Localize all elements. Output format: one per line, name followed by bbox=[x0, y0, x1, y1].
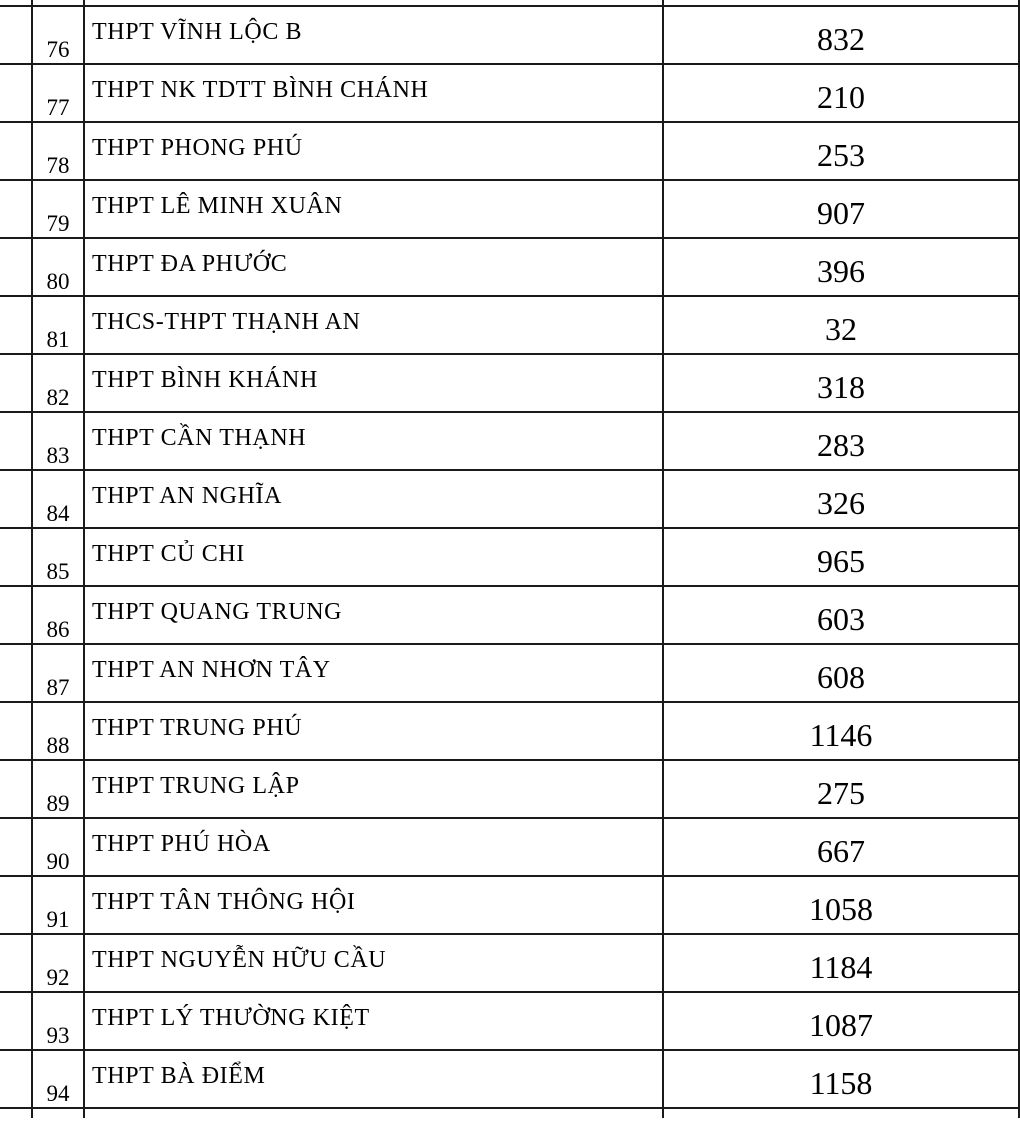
school-name: THPT CẦN THẠNH bbox=[92, 425, 307, 451]
table-row bbox=[0, 587, 1020, 645]
student-count: 603 bbox=[817, 601, 865, 637]
table-row bbox=[0, 7, 1020, 65]
table-row bbox=[0, 877, 1020, 935]
row-number: 92 bbox=[46, 965, 70, 990]
student-count: 832 bbox=[817, 21, 865, 57]
student-count: 965 bbox=[817, 543, 865, 579]
row-number: 84 bbox=[46, 501, 70, 526]
row-number: 93 bbox=[46, 1023, 70, 1048]
school-name: THPT CỦ CHI bbox=[92, 541, 245, 567]
row-number: 90 bbox=[46, 849, 70, 874]
row-container bbox=[0, 7, 1020, 1109]
row-number: 83 bbox=[46, 443, 70, 468]
student-count: 275 bbox=[817, 775, 865, 811]
student-count: 1158 bbox=[809, 1065, 873, 1101]
row-number: 79 bbox=[46, 211, 70, 236]
school-name: THPT ĐA PHƯỚC bbox=[92, 251, 288, 277]
row-number: 87 bbox=[46, 675, 70, 700]
row-number: 76 bbox=[46, 37, 70, 62]
student-count: 210 bbox=[817, 79, 865, 115]
school-name: THPT LÊ MINH XUÂN bbox=[92, 193, 343, 219]
grid-line-name bbox=[662, 0, 664, 1118]
row-number: 86 bbox=[46, 617, 70, 642]
student-count: 253 bbox=[817, 137, 865, 173]
row-number: 82 bbox=[46, 385, 70, 410]
table-row bbox=[0, 181, 1020, 239]
row-number: 77 bbox=[46, 95, 70, 120]
school-name: THPT BÀ ĐIỂM bbox=[92, 1063, 266, 1089]
row-number: 80 bbox=[46, 269, 70, 294]
row-number: 81 bbox=[46, 327, 70, 352]
grid-line-left bbox=[31, 0, 33, 1118]
school-name: THPT PHÚ HÒA bbox=[92, 831, 271, 857]
row-number: 88 bbox=[46, 733, 70, 758]
table-row bbox=[0, 819, 1020, 877]
student-count: 1058 bbox=[809, 891, 873, 927]
school-name: THPT TRUNG PHÚ bbox=[92, 715, 303, 741]
school-name: THPT LÝ THƯỜNG KIỆT bbox=[92, 1005, 370, 1031]
student-count: 326 bbox=[817, 485, 865, 521]
school-name: THPT NK TDTT BÌNH CHÁNH bbox=[92, 77, 429, 103]
table-row bbox=[0, 355, 1020, 413]
student-count: 667 bbox=[817, 833, 865, 869]
school-name: THPT PHONG PHÚ bbox=[92, 135, 303, 161]
row-number: 78 bbox=[46, 153, 70, 178]
student-count: 1146 bbox=[809, 717, 873, 753]
table-row bbox=[0, 761, 1020, 819]
table-row bbox=[0, 123, 1020, 181]
table-row bbox=[0, 1051, 1020, 1109]
school-name: THPT VĨNH LỘC B bbox=[92, 19, 303, 45]
student-count: 318 bbox=[817, 369, 865, 405]
row-number: 85 bbox=[46, 559, 70, 584]
school-name: THPT QUANG TRUNG bbox=[92, 599, 343, 625]
row-number: 91 bbox=[46, 907, 70, 932]
next-row-stub bbox=[0, 1109, 1020, 1129]
school-name: THPT AN NHƠN TÂY bbox=[92, 657, 331, 683]
table-row bbox=[0, 297, 1020, 355]
student-count: 1087 bbox=[809, 1007, 873, 1043]
table-row bbox=[0, 413, 1020, 471]
student-count: 907 bbox=[817, 195, 865, 231]
row-number: 89 bbox=[46, 791, 70, 816]
table-row bbox=[0, 993, 1020, 1051]
previous-row-stub bbox=[0, 0, 1020, 7]
student-count: 283 bbox=[817, 427, 865, 463]
school-name: THPT NGUYỄN HỮU CẦU bbox=[92, 947, 387, 973]
school-name: THPT TÂN THÔNG HỘI bbox=[92, 889, 356, 915]
table-row bbox=[0, 935, 1020, 993]
school-name: THPT TRUNG LẬP bbox=[92, 773, 300, 799]
student-count: 396 bbox=[817, 253, 865, 289]
table-row bbox=[0, 239, 1020, 297]
student-count: 608 bbox=[817, 659, 865, 695]
school-name: THPT AN NGHĨA bbox=[92, 483, 283, 509]
table-row bbox=[0, 703, 1020, 761]
student-count: 1184 bbox=[809, 949, 873, 985]
grid-line-no bbox=[83, 0, 85, 1118]
school-name: THPT BÌNH KHÁNH bbox=[92, 367, 318, 393]
table-row bbox=[0, 529, 1020, 587]
table-row bbox=[0, 65, 1020, 123]
table-row bbox=[0, 645, 1020, 703]
student-count: 32 bbox=[825, 311, 857, 347]
school-name: THCS-THPT THẠNH AN bbox=[92, 309, 361, 335]
row-number: 94 bbox=[46, 1081, 70, 1106]
table-row bbox=[0, 471, 1020, 529]
